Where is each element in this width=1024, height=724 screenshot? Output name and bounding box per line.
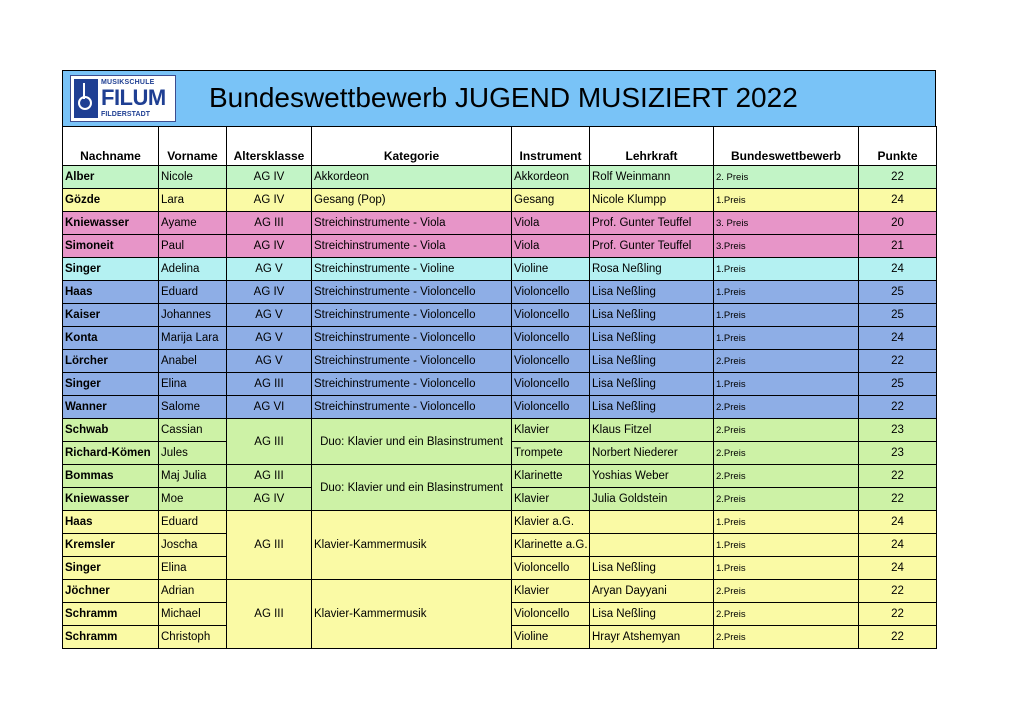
cell-altersklasse: AG III [227,511,312,580]
cell-instrument: Violoncello [512,281,590,304]
cell-punkte: 23 [859,442,937,465]
cell-nachname: Konta [63,327,159,350]
cell-nachname: Wanner [63,396,159,419]
cell-preis: 2.Preis [714,419,859,442]
cell-vorname: Joscha [159,534,227,557]
cell-vorname: Adrian [159,580,227,603]
table-row [63,511,937,534]
cell-vorname: Marija Lara [159,327,227,350]
cell-nachname: Jöchner [63,580,159,603]
cell-instrument: Gesang [512,189,590,212]
table-row [63,419,937,442]
title-banner [62,70,936,126]
cell-punkte: 24 [859,511,937,534]
cell-vorname: Eduard [159,511,227,534]
cell-instrument: Violoncello [512,603,590,626]
table-row [63,580,937,603]
cell-preis: 1.Preis [714,534,859,557]
cell-nachname: Bommas [63,465,159,488]
results-table [62,126,937,649]
cell-punkte: 22 [859,166,937,189]
cell-punkte: 20 [859,212,937,235]
cell-punkte: 22 [859,580,937,603]
cell-instrument: Klarinette a.G. [512,534,590,557]
cell-kategorie: Streichinstrumente - Violoncello [312,281,512,304]
cell-kategorie: Klavier-Kammermusik [312,580,512,649]
cell-nachname: Singer [63,557,159,580]
cell-instrument: Viola [512,235,590,258]
cell-vorname: Adelina [159,258,227,281]
cell-nachname: Schramm [63,626,159,649]
cell-nachname: Singer [63,258,159,281]
cell-nachname: Haas [63,281,159,304]
cell-nachname: Kniewasser [63,488,159,511]
cell-nachname: Gözde [63,189,159,212]
col-instrument: Instrument [512,127,590,166]
cell-preis: 1.Preis [714,189,859,212]
cell-instrument: Violoncello [512,396,590,419]
cell-lehrkraft [590,534,714,557]
cell-preis: 1.Preis [714,327,859,350]
cell-kategorie: Duo: Klavier und ein Blasinstrument [312,419,512,465]
cell-altersklasse: AG III [227,373,312,396]
cell-preis: 1.Preis [714,511,859,534]
cell-preis: 2.Preis [714,626,859,649]
cell-punkte: 22 [859,465,937,488]
cell-kategorie: Streichinstrumente - Violoncello [312,304,512,327]
cell-altersklasse: AG VI [227,396,312,419]
cell-preis: 2.Preis [714,442,859,465]
cell-nachname: Lörcher [63,350,159,373]
cell-preis: 1.Preis [714,258,859,281]
cell-lehrkraft: Lisa Neßling [590,557,714,580]
cell-preis: 1.Preis [714,304,859,327]
cell-instrument: Violoncello [512,327,590,350]
cell-vorname: Moe [159,488,227,511]
cell-altersklasse: AG III [227,465,312,488]
cell-lehrkraft: Norbert Niederer [590,442,714,465]
cell-nachname: Richard-Kömen [63,442,159,465]
cell-altersklasse: AG V [227,304,312,327]
cell-lehrkraft: Aryan Dayyani [590,580,714,603]
school-logo [70,75,176,122]
table-row [63,465,937,488]
cell-kategorie: Streichinstrumente - Violoncello [312,327,512,350]
cell-vorname: Christoph [159,626,227,649]
logo-name: FILUM [101,85,166,110]
cell-instrument: Klavier [512,580,590,603]
cell-instrument: Violine [512,258,590,281]
cell-instrument: Violoncello [512,373,590,396]
cell-lehrkraft: Prof. Gunter Teuffel [590,212,714,235]
cell-instrument: Violoncello [512,350,590,373]
cell-punkte: 24 [859,534,937,557]
cell-vorname: Cassian [159,419,227,442]
cell-vorname: Eduard [159,281,227,304]
cell-altersklasse: AG IV [227,189,312,212]
cell-kategorie: Duo: Klavier und ein Blasinstrument [312,465,512,511]
cell-altersklasse: AG IV [227,281,312,304]
cell-nachname: Alber [63,166,159,189]
cell-punkte: 22 [859,396,937,419]
table-row [63,396,937,419]
cell-punkte: 24 [859,327,937,350]
cell-nachname: Schwab [63,419,159,442]
cell-kategorie: Streichinstrumente - Viola [312,235,512,258]
cell-lehrkraft: Lisa Neßling [590,281,714,304]
col-punkte: Punkte [859,127,937,166]
cell-preis: 3.Preis [714,235,859,258]
cell-lehrkraft: Lisa Neßling [590,396,714,419]
cell-lehrkraft: Hrayr Atshemyan [590,626,714,649]
cell-lehrkraft: Rolf Weinmann [590,166,714,189]
cell-punkte: 21 [859,235,937,258]
cell-altersklasse: AG III [227,212,312,235]
header-row [63,127,937,166]
cell-instrument: Trompete [512,442,590,465]
cell-punkte: 23 [859,419,937,442]
col-bundeswettbewerb: Bundeswettbewerb [714,127,859,166]
cell-vorname: Maj Julia [159,465,227,488]
cell-kategorie: Klavier-Kammermusik [312,511,512,580]
cell-vorname: Jules [159,442,227,465]
cell-preis: 1.Preis [714,557,859,580]
cell-preis: 3. Preis [714,212,859,235]
cell-lehrkraft: Lisa Neßling [590,603,714,626]
cell-nachname: Schramm [63,603,159,626]
cell-preis: 2.Preis [714,488,859,511]
table-row [63,281,937,304]
cell-lehrkraft: Klaus Fitzel [590,419,714,442]
cell-vorname: Salome [159,396,227,419]
cell-instrument: Klavier [512,488,590,511]
cell-vorname: Ayame [159,212,227,235]
results-sheet [62,70,936,649]
cell-lehrkraft: Yoshias Weber [590,465,714,488]
cell-punkte: 24 [859,557,937,580]
table-row [63,327,937,350]
cell-altersklasse: AG III [227,580,312,649]
cell-vorname: Anabel [159,350,227,373]
cell-preis: 2.Preis [714,465,859,488]
cell-punkte: 22 [859,488,937,511]
cell-instrument: Viola [512,212,590,235]
cell-lehrkraft: Julia Goldstein [590,488,714,511]
cell-preis: 2.Preis [714,603,859,626]
logo-top-text: MUSIKSCHULE [101,79,155,86]
cell-lehrkraft: Nicole Klumpp [590,189,714,212]
cell-vorname: Michael [159,603,227,626]
cell-punkte: 25 [859,281,937,304]
cell-altersklasse: AG IV [227,166,312,189]
cell-nachname: Kniewasser [63,212,159,235]
cell-nachname: Kremsler [63,534,159,557]
cell-kategorie: Gesang (Pop) [312,189,512,212]
table-row [63,166,937,189]
cell-preis: 2.Preis [714,580,859,603]
cell-vorname: Nicole [159,166,227,189]
table-row [63,304,937,327]
table-row [63,350,937,373]
cell-altersklasse: AG IV [227,235,312,258]
cell-altersklasse: AG IV [227,488,312,511]
cell-lehrkraft: Lisa Neßling [590,304,714,327]
cell-preis: 2.Preis [714,350,859,373]
table-row [63,235,937,258]
col-altersklasse: Altersklasse [227,127,312,166]
cell-lehrkraft: Lisa Neßling [590,327,714,350]
cell-lehrkraft: Lisa Neßling [590,350,714,373]
cell-instrument: Klavier [512,419,590,442]
col-nachname: Nachname [63,127,159,166]
cell-kategorie: Streichinstrumente - Violine [312,258,512,281]
cell-preis: 2. Preis [714,166,859,189]
cell-preis: 1.Preis [714,373,859,396]
cell-lehrkraft: Lisa Neßling [590,373,714,396]
cell-vorname: Johannes [159,304,227,327]
cell-instrument: Violine [512,626,590,649]
cell-punkte: 22 [859,350,937,373]
col-lehrkraft: Lehrkraft [590,127,714,166]
page-title: Bundeswettbewerb JUGEND MUSIZIERT 2022 [209,82,798,113]
cell-kategorie: Akkordeon [312,166,512,189]
cell-vorname: Lara [159,189,227,212]
col-kategorie: Kategorie [312,127,512,166]
cell-preis: 1.Preis [714,281,859,304]
cell-kategorie: Streichinstrumente - Violoncello [312,373,512,396]
logo-bottom-text: FILDERSTADT [101,111,151,118]
table-row [63,258,937,281]
cell-nachname: Singer [63,373,159,396]
cell-nachname: Kaiser [63,304,159,327]
cell-punkte: 22 [859,603,937,626]
table-row [63,373,937,396]
cell-altersklasse: AG III [227,419,312,465]
cell-lehrkraft: Rosa Neßling [590,258,714,281]
cell-punkte: 25 [859,373,937,396]
cell-instrument: Klavier a.G. [512,511,590,534]
cell-punkte: 22 [859,626,937,649]
cell-kategorie: Streichinstrumente - Viola [312,212,512,235]
cell-kategorie: Streichinstrumente - Violoncello [312,350,512,373]
cell-punkte: 24 [859,189,937,212]
cell-vorname: Elina [159,373,227,396]
cell-nachname: Haas [63,511,159,534]
cell-lehrkraft [590,511,714,534]
cell-vorname: Elina [159,557,227,580]
cell-instrument: Klarinette [512,465,590,488]
cell-kategorie: Streichinstrumente - Violoncello [312,396,512,419]
cell-instrument: Violoncello [512,557,590,580]
cell-vorname: Paul [159,235,227,258]
table-row [63,189,937,212]
cell-punkte: 25 [859,304,937,327]
cell-instrument: Akkordeon [512,166,590,189]
cell-punkte: 24 [859,258,937,281]
cell-nachname: Simoneit [63,235,159,258]
cell-altersklasse: AG V [227,258,312,281]
cell-lehrkraft: Prof. Gunter Teuffel [590,235,714,258]
col-vorname: Vorname [159,127,227,166]
clef-icon [74,79,98,118]
cell-instrument: Violoncello [512,304,590,327]
cell-altersklasse: AG V [227,327,312,350]
table-row [63,212,937,235]
cell-altersklasse: AG V [227,350,312,373]
cell-preis: 2.Preis [714,396,859,419]
